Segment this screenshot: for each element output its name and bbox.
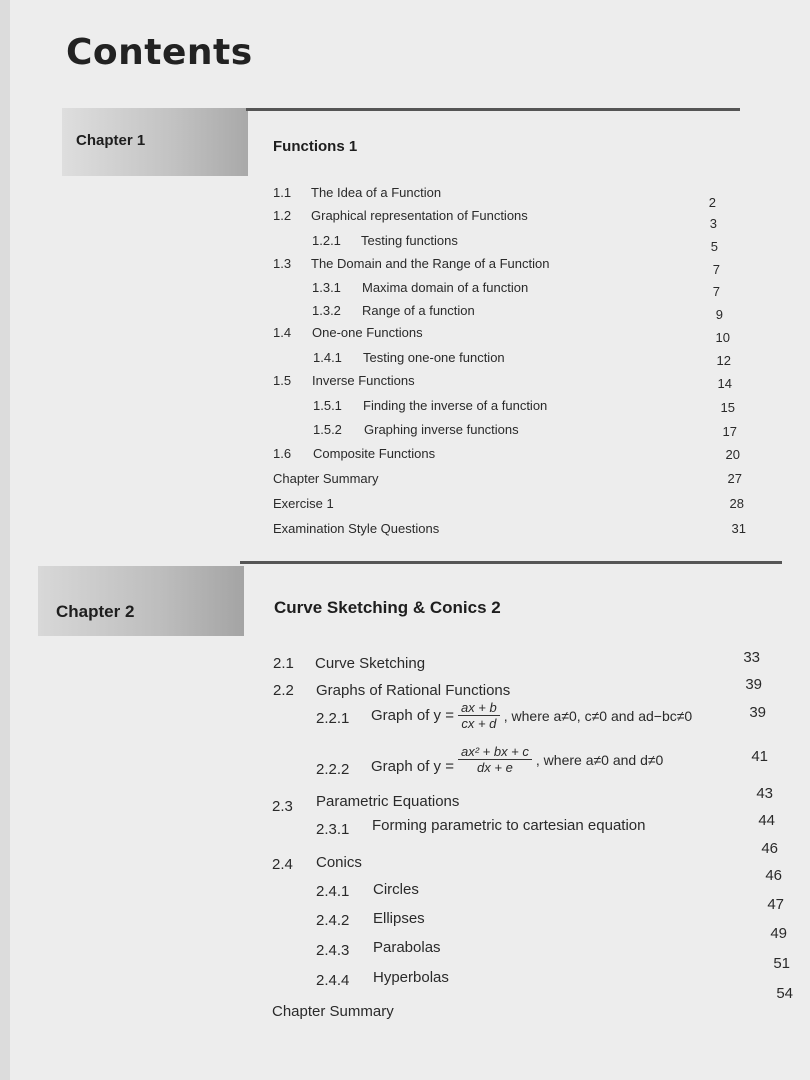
page-title: Contents: [66, 32, 253, 73]
chapter-2-band: [38, 566, 244, 636]
chapter-2-title: Curve Sketching & Conics 2: [274, 598, 501, 617]
page-edge: [0, 0, 10, 1080]
chapter-1-title: Functions 1: [273, 138, 358, 155]
chapter-1-label: Chapter 1: [76, 132, 146, 149]
chapter-2-rule: [240, 561, 782, 584]
fraction: $\frac{ax + b}{cx + d}$: [458, 700, 500, 731]
chapter-1-rule: [246, 108, 740, 131]
fraction: $\frac{\text{ax² + bx + c}}{dx + e}$: [458, 744, 532, 775]
rational-formula: Graph of y = $\frac{\text{ax² + bx + c}}{dx + e}$ , where a≠0 and d≠0: [371, 744, 664, 775]
rational-formula: Graph of y = $\frac{ax + b}{cx + d}$ , where a≠0, c≠0 and ad−bc≠0: [371, 700, 693, 731]
chapter-2-label: Chapter 2: [56, 602, 135, 621]
